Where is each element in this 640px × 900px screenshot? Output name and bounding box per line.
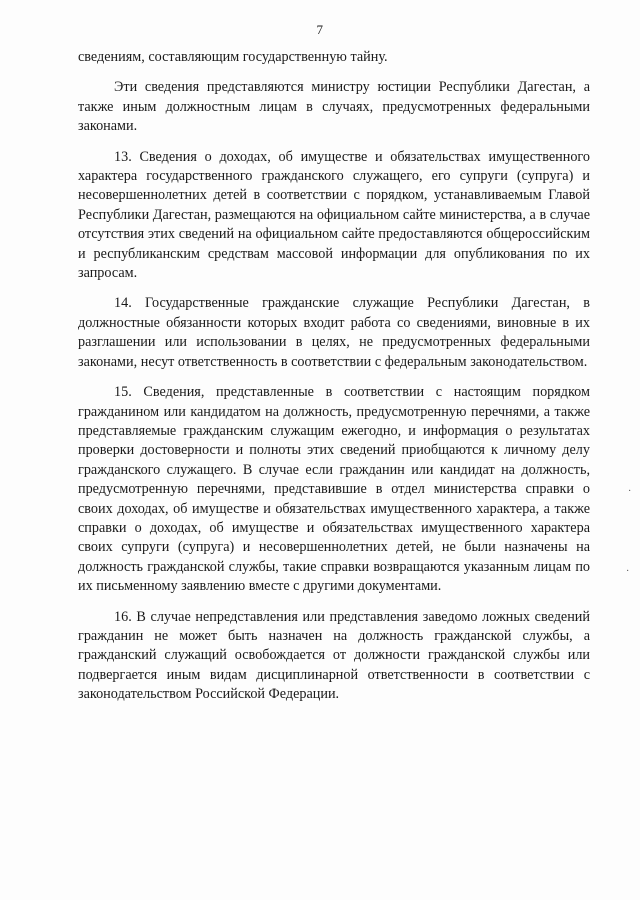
paragraph-16: 16. В случае непредставления или представления заведомо ложных сведений гражданин не может быть назначен на должность гражданской службы, а гражданский служащий освобождается от должности гражданской службы или подвергается иным видам дисциплинарной ответственности в соответствии с законодательством Российской Федерации. <box>78 608 590 703</box>
scan-speck: · <box>628 486 632 497</box>
paragraph-continuation: сведениям, составляющим государственную тайну. <box>78 49 388 65</box>
paragraph-13: 13. Сведения о доходах, об имуществе и обязательствах имущественного характера государственного гражданского служащего, его супруги (супруга) и несовершеннолетних детей в соответствии с порядком, устанавливаемым Главой Республики Дагестан, размещаются на официальном сайте министерства, а в случае отсутствия этих сведений на официальном сайте предоставляются общероссийским и республиканским средствам массовой информации для опубликования по их запросам. <box>78 148 590 282</box>
paragraph-14: 14. Государственные гражданские служащие Республики Дагестан, в должностные обязанности которых входит работа со сведениями, виновные в их разглашении или использовании в целях, не предусмотренных федеральными законами, несут ответственность в соответствии с федеральным законодательством. <box>78 295 590 370</box>
page-number: 7 <box>316 22 324 37</box>
paragraph-recipients: Эти сведения представляются министру юстиции Республики Дагестан, а также иным должностным лицам в случаях, предусмотренных федеральными законами. <box>78 79 590 135</box>
document-body <box>78 48 590 705</box>
scan-speck: · <box>626 566 630 577</box>
paragraph-15: 15. Сведения, представленные в соответствии с настоящим порядком гражданином или кандидатом на должность, предусмотренную перечнями, а также представляемые гражданским служащим ежегодно, и информация о результатах проверки достоверности и полноты этих сведений приобщаются к личному делу гражданского служащего. В случае если гражданин или кандидат на должность, предусмотренную перечнями, представившие в отдел министерства справки о своих доходах, об имуществе и обязательствах имущественного характера, а также справки о доходах, об имуществе и обязательствах имущественного характера своих супруги (супруга) и несовершеннолетних детей, не были назначены на должность гражданской службы, такие справки возвращаются указанным лицам по их письменному заявлению вместе с другими документами. <box>78 384 590 595</box>
